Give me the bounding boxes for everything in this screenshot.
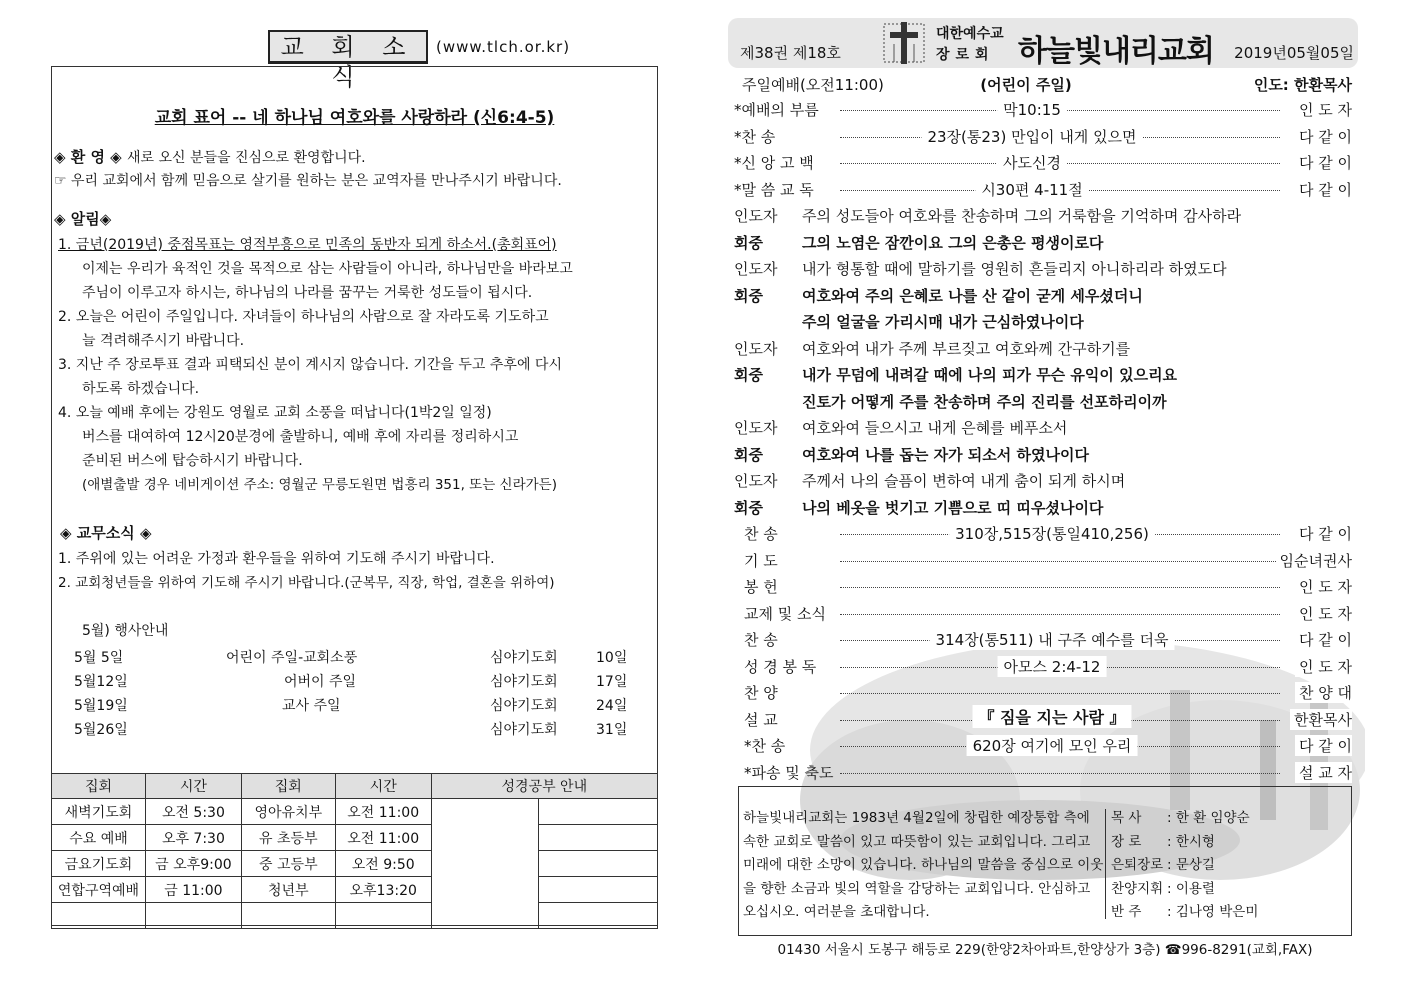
order-item-content: 23장(통23) 만입이 내게 있으면: [921, 126, 1142, 147]
reader-role: 회중: [734, 286, 763, 305]
notice-line: 1. 금년(2019년) 중점목표는 영적부흥으로 민족의 동반자 되게 하소서.(총회표어): [58, 237, 557, 253]
order-item: [734, 627, 1352, 651]
order-item: [734, 97, 1352, 121]
table-header-row: [52, 774, 658, 799]
order-item-label: *예배의 부름: [734, 101, 819, 119]
order-item: [734, 124, 1352, 148]
notice-heading: ◈ 알림◈: [54, 210, 112, 228]
order-item-person: 다 같 이: [1295, 179, 1352, 200]
staff-news-line: 1. 주위에 있는 어려운 가정과 환우들을 위하여 기도해 주시기 바랍니다.: [58, 551, 495, 567]
notice-line: 하도록 하겠습니다.: [82, 381, 200, 397]
left-header: [0, 30, 710, 91]
reading-text: 진토가 어떻게 주를 찬송하며 주의 진리를 선포하리이까: [802, 392, 1167, 411]
order-item-label: 찬 송: [744, 525, 778, 543]
order-item: [734, 548, 1352, 572]
order-item-content: 『 짐을 지는 사람 』: [972, 705, 1131, 728]
service-info-row: [734, 72, 1352, 96]
leader-dots: [840, 561, 1280, 562]
order-item: [734, 760, 1352, 784]
order-item: [734, 733, 1352, 757]
order-item-person: 다 같 이: [1295, 735, 1352, 756]
order-item-label: *파송 및 축도: [744, 763, 834, 782]
reading-text: 여호와여 나를 돕는 자가 되소서 하였나이다: [802, 445, 1089, 464]
order-item-person: 임순녀권사: [1276, 550, 1352, 571]
order-item-label: *찬 송: [734, 127, 776, 146]
order-item-content: 620장 여기에 모인 우리: [967, 735, 1138, 756]
notice-line: (애별출발 경우 네비게이션 주소: 영월군 무릉도원면 법흥리 351, 또는 신라가든): [82, 477, 557, 493]
service-theme: (어린이 주일): [980, 76, 1072, 94]
notice-line: 3. 지난 주 장로투표 결과 피택되신 분이 계시지 않습니다. 기간을 두고 추후에 다시: [58, 357, 562, 373]
order-item: [734, 177, 1352, 201]
order-item-content: 시30편 4-11절: [975, 179, 1088, 200]
table-row: 수요 예배 오후 7:30 유 초등부 오전 11:00: [52, 825, 658, 851]
leader-dots: [840, 587, 1280, 588]
order-item: [734, 150, 1352, 174]
order-item-person: 다 같 이: [1295, 523, 1352, 544]
notice-line: 준비된 버스에 탑승하시기 바랍니다.: [82, 453, 303, 469]
service-leader: 인도: 한환목사: [1253, 76, 1352, 94]
table-row: 연합구역예배 금 11:00 청년부 오후13:20: [52, 877, 658, 903]
table-header: 시간: [335, 774, 431, 799]
order-item-content: 아모스 2:4-12: [998, 656, 1107, 677]
order-item-label: 기 도: [744, 551, 778, 570]
staff-item: 장 로 : 한시형: [1111, 833, 1215, 850]
order-item-label: *찬 송: [744, 737, 786, 755]
service-time: 주일예배(오전11:00): [742, 76, 884, 94]
cross-logo-icon: [882, 20, 926, 66]
order-item: [734, 601, 1352, 625]
order-item: [734, 521, 1352, 545]
table-header: 성경공부 안내: [431, 774, 657, 799]
order-item-label: *말 씀 교 독: [734, 180, 814, 199]
welcome-note: ☞ 우리 교회에서 함께 믿음으로 살기를 원하는 분은 교역자를 만나주시기 바랍니다.: [54, 173, 562, 189]
reading-text: 주의 얼굴을 가리시매 내가 근심하였나이다: [802, 313, 1084, 331]
staff-news-heading: ◈ 교무소식 ◈: [60, 524, 152, 542]
table-row: 금요기도회 금 오후9:00 중 고등부 오전 9:50: [52, 851, 658, 877]
welcome-heading: ◈ 환 영 ◈ 새로 오신 분들을 진심으로 환영합니다.: [54, 148, 366, 166]
church-news-box: [51, 66, 658, 926]
order-item-content: 314장(통511) 내 구주 예수를 더욱: [930, 629, 1175, 650]
news-title: 교 회 소 식: [268, 30, 428, 64]
reader-role: 회중: [734, 445, 763, 464]
info-divider: [1105, 809, 1106, 919]
staff-item: 은퇴장로 : 문상길: [1111, 857, 1215, 873]
church-info-box: [738, 786, 1352, 936]
order-item-label: 교제 및 소식: [744, 604, 826, 623]
staff-news-line: 2. 교회청년들을 위하여 기도해 주시기 바랍니다.(군복무, 직장, 학업, 결혼을 위하여): [58, 575, 555, 591]
reading-text: 내가 무덤에 내려갈 때에 나의 피가 무슨 유익이 있으리요: [802, 366, 1178, 384]
bulletin-header: [728, 18, 1358, 68]
order-item-content: 막10:15: [997, 99, 1067, 120]
volume-number: 제38권 제18호: [740, 44, 841, 62]
reading-text: 여호와여 주의 은혜로 나를 산 같이 굳게 세우셨더니: [802, 286, 1143, 305]
reading-text: 내가 형통할 때에 말하기를 영원히 흔들리지 아니하리라 하였도다: [802, 260, 1227, 278]
order-item-person: 다 같 이: [1295, 126, 1352, 147]
staff-item: 찬양지휘 : 이용렬: [1111, 880, 1215, 897]
reading-text: 여호와여 내가 주께 부르짖고 여호와께 간구하기를: [802, 339, 1131, 358]
order-item-label: 성 경 봉 독: [744, 657, 817, 676]
denomination-line1: 대한예수교: [936, 26, 1004, 42]
table-row: 새벽기도회 오전 5:30 영아유치부 오전 11:00: [52, 799, 658, 825]
reader-role: 인도자: [734, 339, 778, 358]
church-address: 01430 서울시 도봉구 해등로 229(한양2차아파트,한양상가 3층) ☎996-8291(교회,FAX): [777, 942, 1313, 958]
staff-list: [1111, 807, 1258, 925]
table-header: 시간: [145, 774, 241, 799]
order-item-person: 한환목사: [1290, 709, 1352, 730]
leader-dots: [840, 773, 1280, 774]
staff-item: 반 주 : 김나영 박은미: [1111, 904, 1259, 920]
order-item: [734, 654, 1352, 678]
schedule-title: 5월) 행사안내: [82, 623, 169, 639]
notice-line: 늘 격려해주시기 바랍니다.: [82, 333, 245, 349]
table-header: 집회: [52, 774, 146, 799]
order-item-content: 사도신경: [997, 152, 1067, 173]
notice-line: 4. 오늘 예배 후에는 강원도 영월로 교회 소풍을 떠납니다(1박2일 일정): [58, 405, 492, 421]
order-item: [734, 574, 1352, 598]
church-url[interactable]: (www.tlch.or.kr): [436, 38, 571, 56]
order-item-person: 인 도 자: [1295, 656, 1352, 677]
reader-role: 인도자: [734, 260, 778, 278]
reading-text: 주께서 나의 슬픔이 변하여 내게 춤이 되게 하시며: [802, 472, 1126, 490]
reading-text: 나의 베옷을 벗기고 기쁨으로 띠 띠우셨나이다: [802, 498, 1104, 517]
service-times-table: [51, 773, 658, 929]
order-item-content: 310장,515장(통일410,256): [949, 523, 1155, 544]
leader-dots: [840, 614, 1280, 615]
order-item-person: 인 도 자: [1295, 603, 1352, 624]
order-item-label: 설 교: [744, 710, 778, 729]
welcome-text: 새로 오신 분들을 진심으로 환영합니다.: [126, 150, 366, 166]
reader-role: 인도자: [734, 207, 778, 225]
notice-line: 버스를 대여하여 12시20분경에 출발하니, 예배 후에 자리를 정리하시고: [82, 429, 519, 445]
leader-dots: [840, 693, 1280, 694]
table-header: 집회: [241, 774, 335, 799]
reader-role: 회중: [734, 233, 763, 252]
reading-text: 그의 노염은 잠깐이요 그의 은총은 평생이로다: [802, 233, 1104, 252]
church-name: 하늘빛내리교회: [1018, 34, 1214, 69]
reader-role: 인도자: [734, 419, 778, 437]
notice-line: 주님이 이루고자 하시는, 하나님의 나라를 꿈꾸는 거룩한 성도들이 됩시다.: [82, 285, 533, 301]
reader-role: 회중: [734, 366, 763, 384]
order-item: [734, 680, 1352, 704]
reader-role: 인도자: [734, 472, 778, 490]
schedule-row: 5월12일 어버이 주일 심야기도회 17일: [74, 674, 628, 690]
notice-line: 2. 오늘은 어린이 주일입니다. 자녀들이 하나님의 사람으로 잘 자라도록 기도하고: [58, 309, 549, 325]
reader-role: 회중: [734, 498, 763, 517]
schedule-row: 5월26일 심야기도회 31일: [74, 722, 628, 738]
order-item-person: 다 같 이: [1295, 152, 1352, 173]
church-motto: 교회 표어 -- 네 하나님 여호와를 사랑하라 (신6:4-5): [154, 108, 555, 128]
order-item-person: 설 교 자: [1295, 762, 1352, 783]
staff-item: 목 사 : 한 환 임양순: [1111, 810, 1250, 826]
order-item-label: 찬 송: [744, 631, 778, 649]
denomination-line2: 장로회: [936, 47, 995, 63]
order-item-person: 찬 양 대: [1295, 682, 1352, 703]
church-about: 하늘빛내리교회는 1983년 4월2일에 창립한 예장통합 측에 속한 교회로 말씀이 있고 따뜻함이 있는 교회입니다. 그리고 미래에 대한 소망이 있습니다. 하나님의 말씀을 중심으로 이웃을 향한 소금과 빛의 역할을 감당하는 교회입니다. 안심하고 오십시오. 여러분을 초대합니다.: [743, 810, 1104, 920]
order-item-label: *신 앙 고 백: [734, 154, 814, 172]
reading-text: 주의 성도들아 여호와를 찬송하며 그의 거룩함을 기억하며 감사하라: [802, 207, 1242, 225]
order-item-label: 찬 양: [744, 684, 778, 702]
schedule-row: 5월19일 교사 주일 심야기도회 24일: [74, 698, 628, 714]
order-item: [734, 707, 1352, 731]
reading-text: 여호와여 들으시고 내게 은혜를 베푸소서: [802, 419, 1068, 437]
order-item-person: 인 도 자: [1295, 576, 1352, 597]
order-item-person: 인 도 자: [1295, 99, 1352, 120]
order-item-label: 봉 헌: [744, 578, 778, 596]
bulletin-date: 2019년05월05일: [1234, 44, 1354, 62]
schedule-row: 5월 5일 어린이 주일-교회소풍 심야기도회 10일: [74, 650, 628, 666]
notice-line: 이제는 우리가 육적인 것을 목적으로 삼는 사람들이 아니라, 하나님만을 바라보고: [82, 261, 573, 277]
table-row: [52, 903, 658, 929]
order-item-person: 다 같 이: [1295, 629, 1352, 650]
